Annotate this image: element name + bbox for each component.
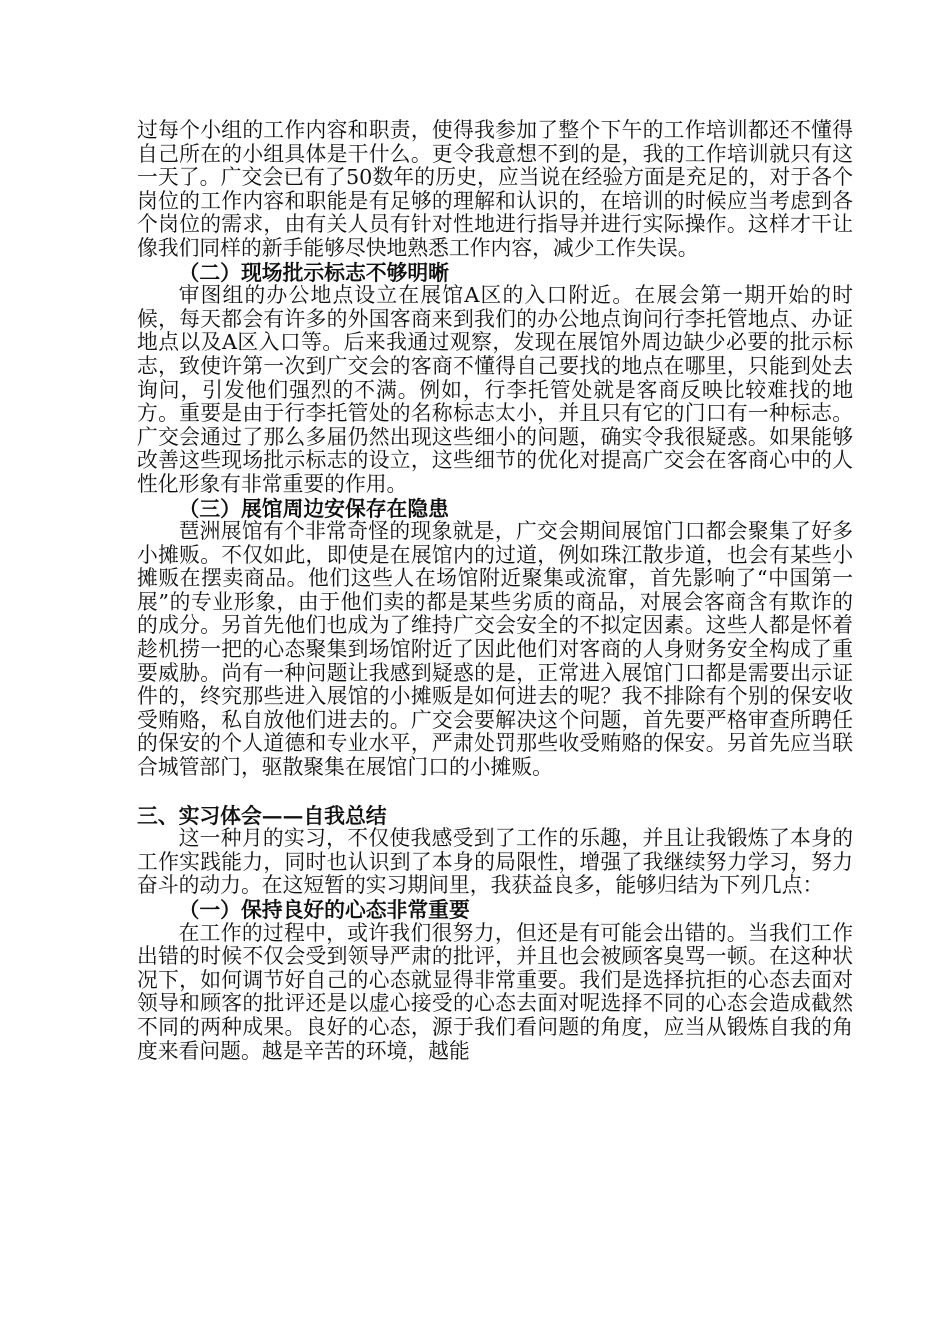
subheading-attitude: （一）保持良好的心态非常重要 bbox=[178, 897, 470, 922]
section-heading-reflection: 三、实习体会——自我总结 bbox=[137, 802, 387, 828]
document-body bbox=[137, 119, 853, 1063]
subheading-security: （三）展馆周边安保存在隐患 bbox=[178, 495, 449, 521]
paragraph-reflection: 这一种月的实习，不仅使我感受到了工作的乐趣，并且让我锻炼了本身的工作实践能力，同时也认识到了本身的局限性，增强了我继续努力学习，努力奋斗的动力。在这短暂的实习期间里，我获益良多，能够归结为下列几点： bbox=[137, 826, 853, 898]
paragraph-security: 琶洲展馆有个非常奇怪的现象就是，广交会期间展馆门口都会聚集了好多小摊贩。不仅如此，即使是在展馆内的过道，例如珠江散步道，也会有某些小摊贩在摆卖商品。他们这些人在场馆附近聚集或流窜，首先影响了“中国第一展”的专业形象，由于他们卖的都是某些劣质的商品，对展会客商含有欺诈的的成分。另首先他们也成为了维持广交会安全的不拟定因素。这些人都是怀着趁机捞一把的心态聚集到场馆附近了因此他们对客商的人身财务安全构成了重要威胁。尚有一种问题让我感到疑惑的是，正常进入展馆门口都是需要出示证件的，终究那些进入展馆的小摊贩是如何进去的呢？我不排除有个别的保安收受贿赂，私自放他们进去的。广交会要解决这个问题，首先要严格审查所聘任的保安的个人道德和专业水平，严肃处罚那些收受贿赂的保安。另首先应当联合城管部门，驱散聚集在展馆门口的小摊贩。 bbox=[137, 519, 853, 780]
subheading-signage: （二）现场批示标志不够明晰 bbox=[178, 259, 449, 285]
paragraph-signage: 审图组的办公地点设立在展馆A区的入口附近。在展会第一期开始的时候，每天都会有许多的外国客商来到我们的办公地点询问行李托管地点、办证地点以及A区入口等。后来我通过观察，发现在展馆外周边缺少必要的批示标志，致使许第一次到广交会的客商不懂得自己要找的地点在哪里，只能到处去询问，引发他们强烈的不满。例如，行李托管处就是客商反映比较难找的地方。重要是由于行李托管处的名称标志太小，并且只有它的门口有一种标志。广交会通过了那么多届仍然出现这些细小的问题，确实令我很疑惑。如果能够改善这些现场批示标志的设立，这些细节的优化对提高广交会在客商心中的人性化形象有非常重要的作用。 bbox=[137, 283, 853, 496]
paragraph-attitude: 在工作的过程中，或许我们很努力，但还是有可能会出错的。当我们工作出错的时候不仅会受到领导严肃的批评，并且也会被顾客臭骂一顿。在这种状况下，如何调节好自己的心态就显得非常重要。我们是选择抗拒的心态去面对领导和顾客的批评还是以虚心接受的心态去面对呢选择不同的心态会造成截然不同的两种成果。良好的心态，源于我们看问题的角度，应当从锻炼自我的角度来看问题。越是辛苦的环境，越能 bbox=[137, 920, 853, 1063]
paragraph-continued: 过每个小组的工作内容和职责，使得我参加了整个下午的工作培训都还不懂得自己所在的小组具体是干什么。更令我意想不到的是，我的工作培训就只有这一天了。广交会已有了50数年的历史，应当说在经验方面是充足的，对于各个岗位的工作内容和职能是有足够的理解和认识的，在培训的时候应当考虑到各个岗位的需求，由有关人员有针对性地进行指导并进行实际操作。这样才干让像我们同样的新手能够尽快地熟悉工作内容，减少工作失误。 bbox=[137, 118, 853, 260]
